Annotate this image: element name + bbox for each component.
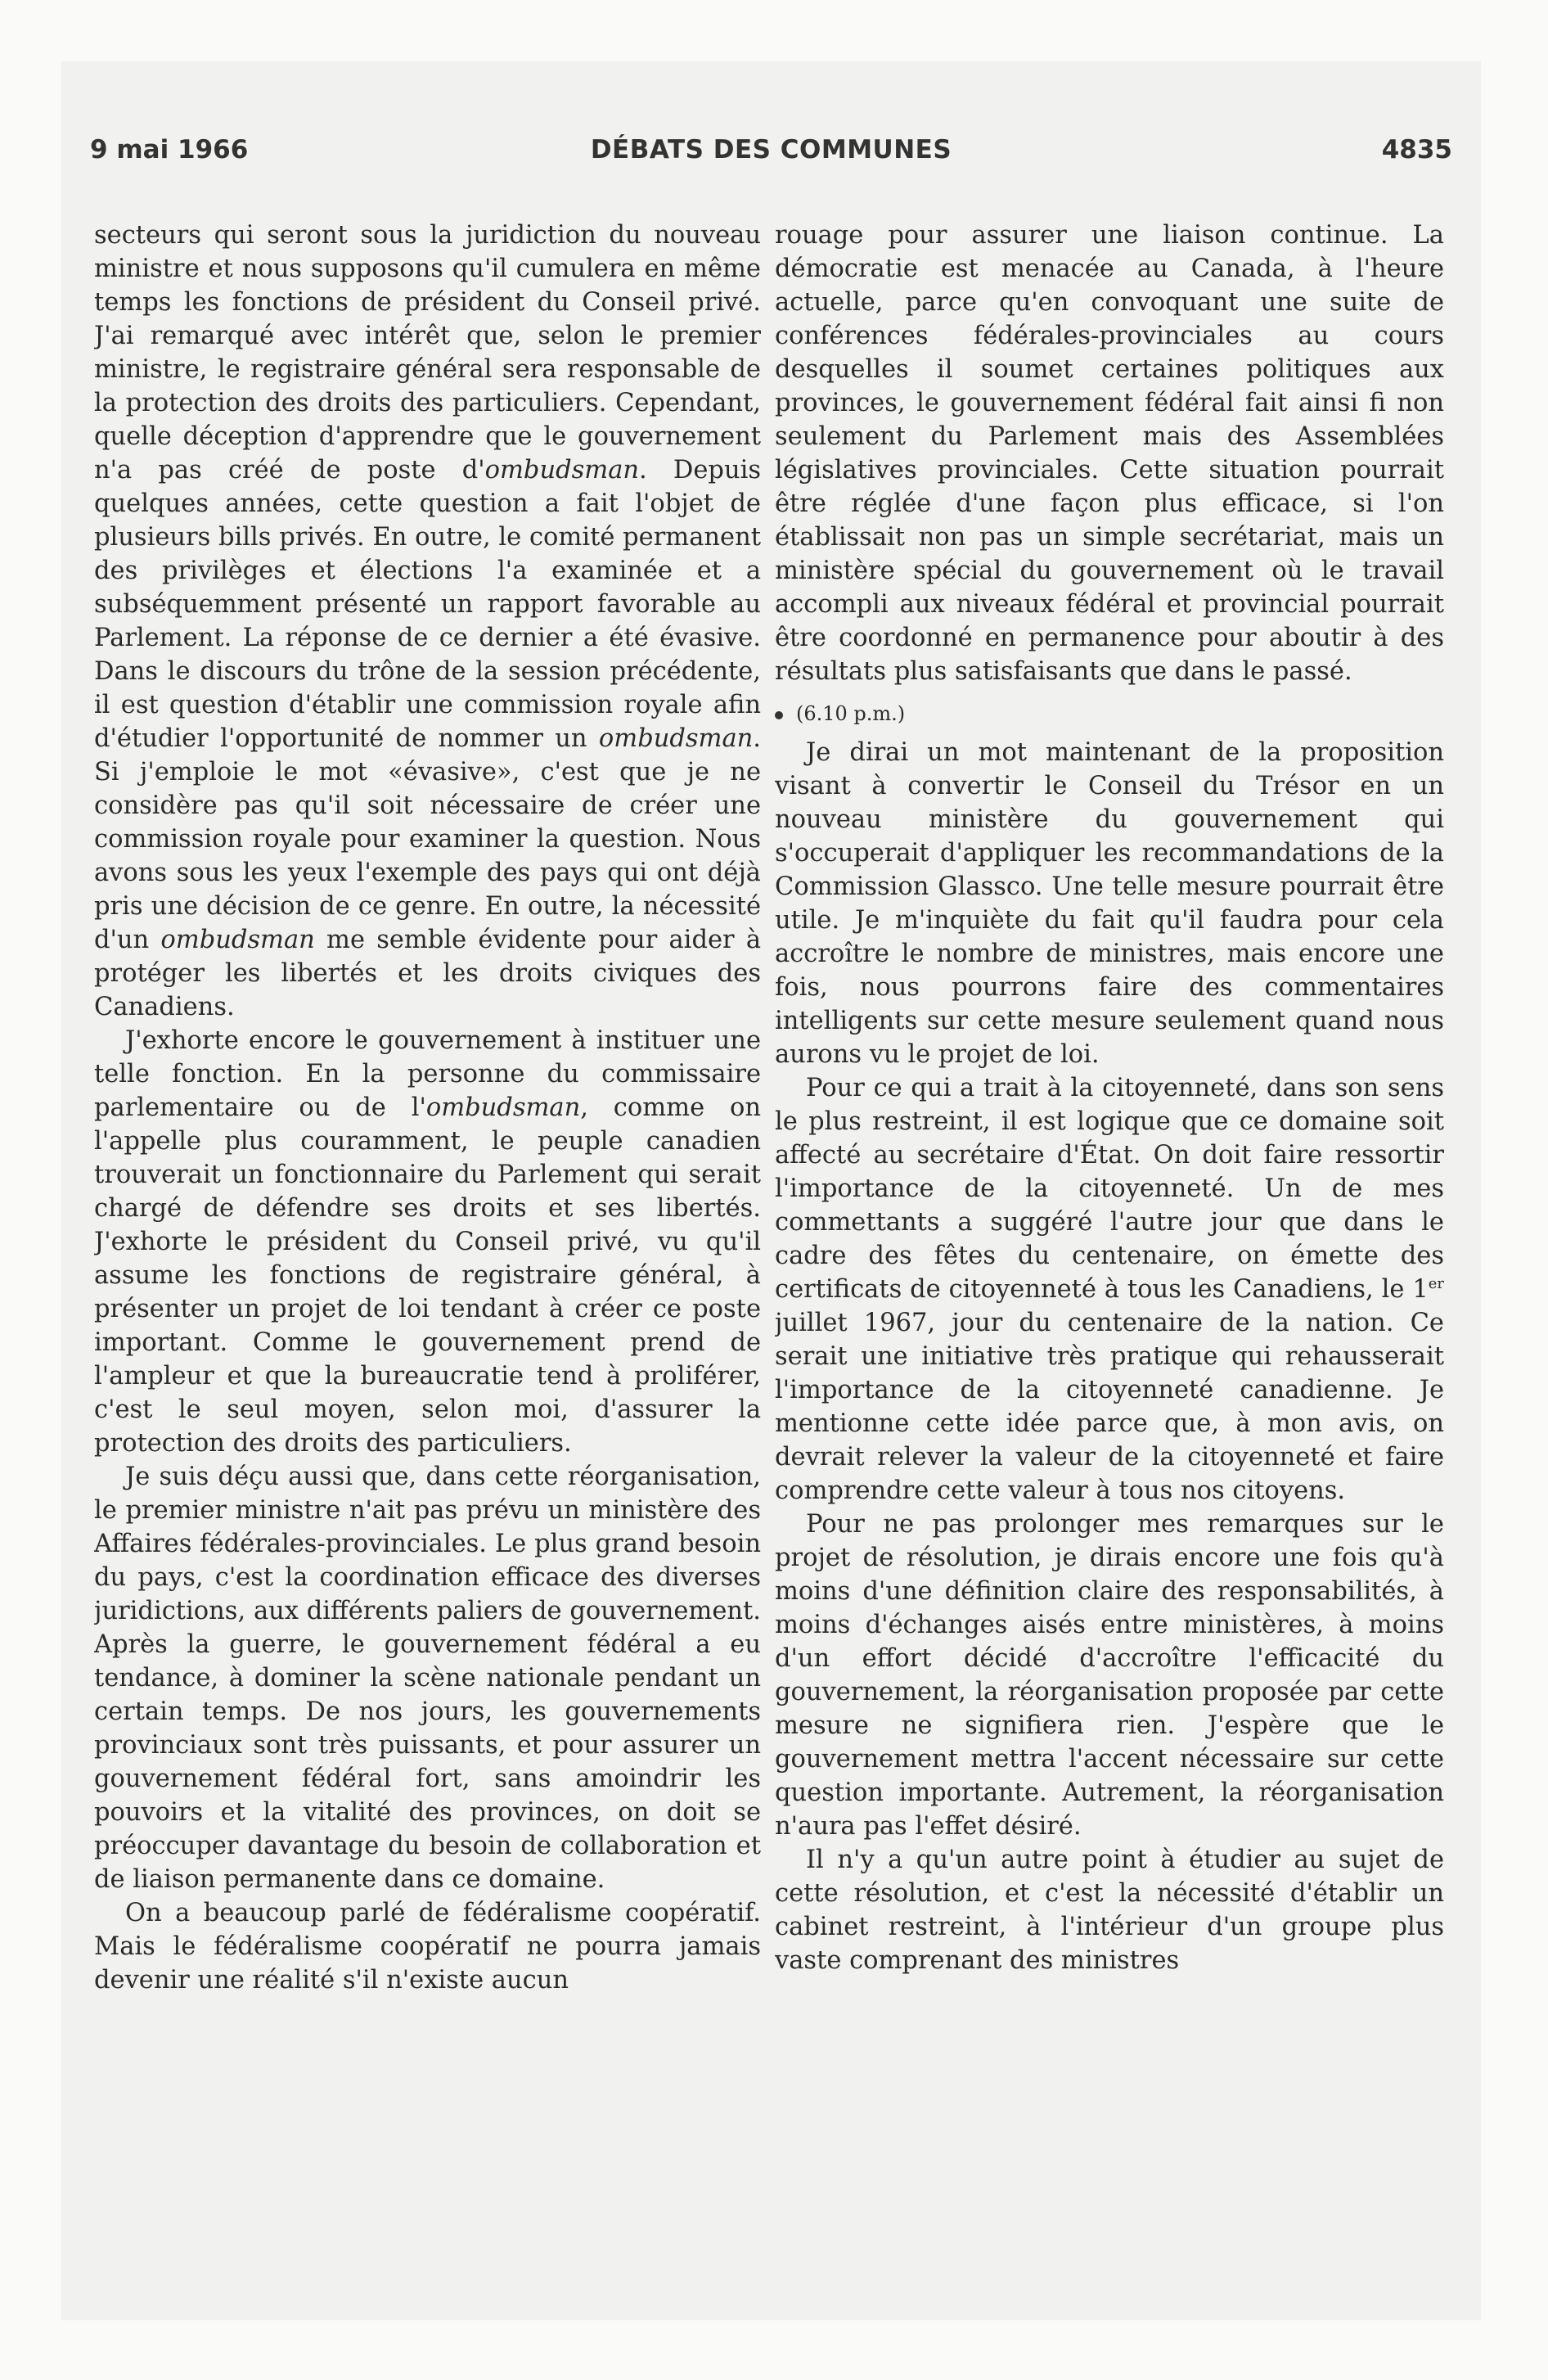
paragraph: Pour ce qui a trait à la citoyenneté, dans son sens le plus restreint, il est logique que ce domaine soit affecté au secrétaire d'État. On doit faire ressortir l'importance de la citoyenneté. Un de mes commettants a suggéré l'autre jour que dans le cadre des fêtes du centenaire, on émette des certificats de citoyenneté à tous les Canadiens, le 1er juillet 1967, jour du centenaire de la nation. Ce serait une initiative très pratique qui rehausserait l'importance de la citoyenneté canadienne. Je mentionne cette idée parce que, à mon avis, on devrait relever la valeur de la citoyenneté et faire comprendre cette valeur à tous nos citoyens. (775, 1074, 1444, 1505)
bullet-icon (775, 711, 783, 719)
header-date: 9 mai 1966 (90, 135, 249, 165)
paragraph: Je dirai un mot maintenant de la proposition visant à convertir le Conseil du Trésor en un nouveau ministère du gouvernement qui s'occuperait d'appliquer les recommandations de la Commission Glassco. Une telle mesure pourrait être utile. Je m'inquiète du fait qu'il faudra pour cela accroître le nombre de ministres, mais encore une fois, nous pourrons faire des commentaires intelligents sur cette mesure seulement quand nous aurons vu le projet de loi. (775, 738, 1444, 1069)
header-title: DÉBATS DES COMMUNES (590, 135, 952, 165)
paragraph: secteurs qui seront sous la juridiction du nouveau ministre et nous supposons qu'il cumulera en même temps les fonctions de président du Conseil privé. J'ai remarqué avec intérêt que, selon le premier ministre, le registraire général sera responsable de la protection des droits des particuliers. Cependant, quelle déception d'apprendre que le gouvernement n'a pas créé de poste d'ombudsman. Depuis quelques années, cette question a fait l'objet de plusieurs bills privés. En outre, le comité permanent des privilèges et élections l'a examinée et a subséquemment présenté un rapport favorable au Parlement. La réponse de ce dernier a été évasive. Dans le discours du trône de la session précédente, il est question d'établir une commission royale afin d'étudier l'opportunité de nommer un ombudsman. Si j'emploie le mot «évasive», c'est que je ne considère pas qu'il soit nécessaire de créer une commission royale pour examiner la question. Nous avons sous les yeux l'exemple des pays qui ont déjà pris une décision de ce genre. En outre, la nécessité d'un ombudsman me semble évidente pour aider à protéger les libertés et les droits civiques des Canadiens. (94, 221, 761, 1021)
paragraph: rouage pour assurer une liaison continue. La démocratie est menacée au Canada, à l'heure actuelle, parce qu'en convoquant une suite de conférences fédérales-provinciales au cours desquelles il soumet certaines politiques aux provinces, le gouvernement fédéral fait ainsi fi non seulement du Parlement mais des Assemblées législatives provinciales. Cette situation pourrait être réglée d'une façon plus efficace, si l'on établissait non pas un simple secrétariat, mais un ministère spécial du gouvernement où le travail accompli aux niveaux fédéral et provincial pourrait être coordonné en permanence pour aboutir à des résultats plus satisfaisants que dans le passé. (775, 221, 1444, 686)
timestamp: (6.10 p.m.) (775, 701, 1444, 726)
document-page (61, 61, 1481, 2320)
paragraph: Je suis déçu aussi que, dans cette réorganisation, le premier ministre n'ait pas prévu un ministère des Affaires fédérales-provinciales. Le plus grand besoin du pays, c'est la coordination efficace des diverses juridictions, aux différents paliers de gouvernement. Après la guerre, le gouvernement fédéral a eu tendance, à dominer la scène nationale pendant un certain temps. De nos jours, les gouvernements provinciaux sont très puissants, et pour assurer un gouvernement fédéral fort, sans amoindrir les pouvoirs et la vitalité des provinces, on doit se préoccuper davantage du besoin de collaboration et de liaison permanente dans ce domaine. (94, 1463, 761, 1894)
paragraph: Pour ne pas prolonger mes remarques sur le projet de résolution, je dirais encore une fois qu'à moins d'une définition claire des responsabilités, à moins d'échanges aisés entre ministères, à moins d'un effort décidé d'accroître l'efficacité du gouvernement, la réorganisation proposée par cette mesure ne signifiera rien. J'espère que le gouvernement mettra l'accent nécessaire sur cette question importante. Autrement, la réorganisation n'aura pas l'effet désiré. (775, 1510, 1444, 1841)
paragraph: On a beaucoup parlé de fédéralisme coopératif. Mais le fédéralisme coopératif ne pourra jamais devenir une réalité s'il n'existe aucun (94, 1899, 761, 1995)
right-column (775, 219, 1444, 2256)
paragraph: Il n'y a qu'un autre point à étudier au sujet de cette résolution, et c'est la nécessité d'établir un cabinet restreint, à l'intérieur d'un groupe plus vaste comprenant des ministres (775, 1846, 1444, 1975)
page-header (90, 135, 1452, 176)
paragraph: J'exhorte encore le gouvernement à instituer une telle fonction. En la personne du commissaire parlementaire ou de l'ombudsman, comme on l'appelle plus couramment, le peuple canadien trouverait un fonctionnaire du Parlement qui serait chargé de défendre ses droits et ses libertés. J'exhorte le président du Conseil privé, vu qu'il assume les fonctions de registraire général, à présenter un projet de loi tendant à créer ce poste important. Comme le gouvernement prend de l'ampleur et que la bureaucratie tend à proliférer, c'est le seul moyen, selon moi, d'assurer la protection des droits des particuliers. (94, 1026, 761, 1458)
left-column (94, 219, 761, 2256)
page-number: 4835 (1381, 135, 1452, 165)
